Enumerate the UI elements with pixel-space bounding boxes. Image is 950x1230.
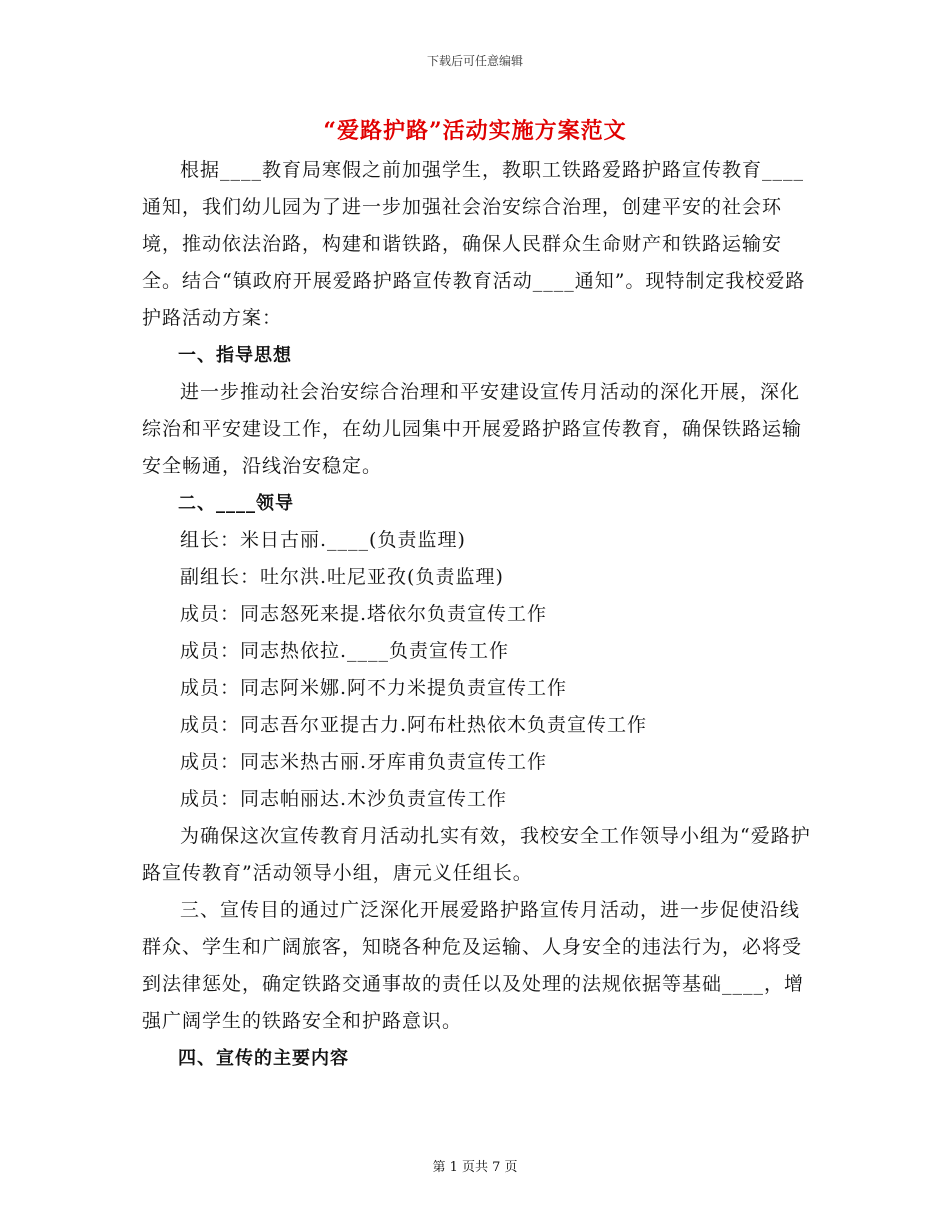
section-paragraph-guiding-ideology: 进一步推动社会治安综合治理和平安建设宣传月活动的深化开展，深化综治和平安建设工作，在幼儿园集中开展爱路护路宣传教育，确保铁路运输安全畅通，沿线治安稳定。 [142,381,803,477]
document-body [142,152,812,1077]
intro-paragraph: 根据____教育局寒假之前加强学生，教职工铁路爱路护路宣传教育____通知，我们幼儿园为了进一步加强社会治安综合治理，创建平安的社会环境，推动依法治路，构建和谐铁路，确保人民群众生命财产和铁路运输安全。结合“镇政府开展爱路护路宣传教育活动____通知”。现特制定我校爱路护路活动方案： [142,159,806,329]
section-heading-guiding-ideology: 一、指导思想 [178,345,292,366]
leadership-line: 成员：同志怒死来提.塔依尔负责宣传工作 [180,603,548,625]
document-title: “爱路护路”活动实施方案范文 [323,118,627,144]
leadership-line: 成员：同志米热古丽.牙库甫负责宣传工作 [180,751,548,773]
leadership-line: 成员：同志热依拉.____负责宣传工作 [180,640,510,662]
page-header-note: 下载后可任意编辑 [426,54,523,68]
section-paragraph-purpose: 三、宣传目的通过广泛深化开展爱路护路宣传月活动，进一步促使沿线群众、学生和广阔旅客，知晓各种危及运输、人身安全的违法行为，必将受到法律惩处，确定铁路交通事故的责任以及处理的法规依据等基础____，增强广阔学生的铁路安全和护路意识。 [142,899,805,1032]
leadership-closing-paragraph: 为确保这次宣传教育月活动扎实有效，我校安全工作领导小组为“爱路护路宣传教育”活动领导小组，唐元义任组长。 [142,825,811,884]
leadership-line: 副组长：吐尔洪.吐尼亚孜(负责监理) [180,566,504,588]
leadership-line: 成员：同志阿米娜.阿不力米提负责宣传工作 [180,677,568,699]
leadership-line: 成员：同志吾尔亚提古力.阿布杜热依木负责宣传工作 [180,714,648,736]
section-heading-main-content: 四、宣传的主要内容 [178,1048,349,1069]
section-heading-leadership: 二、____领导 [178,493,294,514]
leadership-line: 成员：同志帕丽达.木沙负责宣传工作 [180,788,508,810]
leadership-line: 组长：米日古丽.____(负责监理) [180,529,466,551]
page-footer: 第 1 页共 7 页 [432,1160,518,1175]
